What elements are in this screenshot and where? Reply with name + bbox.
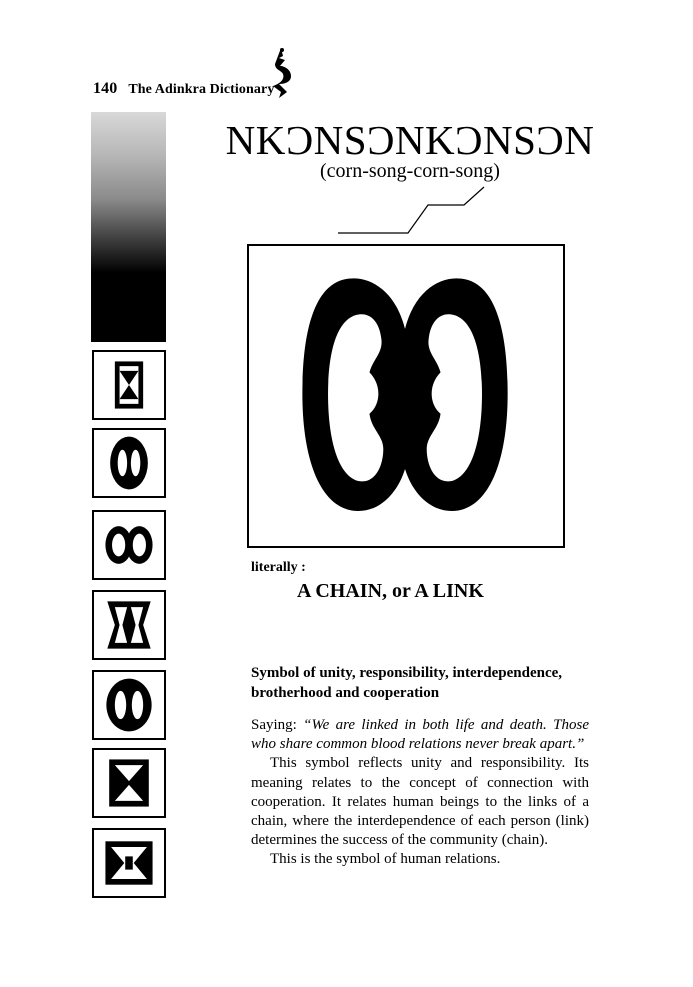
body-paragraph-1: This symbol reflects unity and responsibility. Its meaning relates to the concept of connection with cooperation. It relates human beings to the links of a chain, where the interdependence of each person (link) determines the success of the community (chain). <box>251 755 589 849</box>
thumbnail-symbol-3 <box>92 510 166 580</box>
saying-quote: “We are linked in both life and death. Those who share common blood relations never break apart.” <box>251 717 589 753</box>
entry-title: NKƆNSƆNKƆNSƆN <box>225 117 595 163</box>
thumbnail-symbol-5 <box>92 670 166 740</box>
chain-variant-2-icon <box>94 430 164 496</box>
page-number: 140 <box>93 80 118 97</box>
thumbnail-symbol-2 <box>92 428 166 498</box>
chain-variant-3-icon <box>94 512 164 578</box>
saying-label: Saying: <box>251 717 304 733</box>
pointer-line <box>330 185 490 237</box>
symbol-description: Symbol of unity, responsibility, interdependence, brotherhood and cooperation <box>251 665 563 701</box>
chain-variant-7-icon <box>94 830 164 896</box>
chain-link-symbol-icon <box>249 246 563 546</box>
thumbnail-symbol-7 <box>92 828 166 898</box>
chain-variant-6-icon <box>94 750 164 816</box>
chain-variant-1-icon <box>94 352 164 418</box>
body-paragraph-2: This is the symbol of human relations. <box>270 851 501 868</box>
thumbnail-symbol-1 <box>92 350 166 420</box>
page-header <box>93 80 274 98</box>
main-symbol-frame <box>247 244 565 548</box>
bird-logo-icon <box>265 44 305 100</box>
literal-meaning: A CHAIN, or A LINK <box>297 580 484 602</box>
chain-variant-5-icon <box>94 672 164 738</box>
literally-label: literally : <box>251 560 306 575</box>
entry-body <box>251 716 589 870</box>
entry-pronunciation: (corn-song-corn-song) <box>320 160 500 182</box>
chain-variant-4-icon <box>94 592 164 658</box>
sidebar-gradient-bar <box>91 112 166 342</box>
saying-paragraph <box>251 716 589 754</box>
thumbnail-symbol-4 <box>92 590 166 660</box>
thumbnail-symbol-6 <box>92 748 166 818</box>
book-title: The Adinkra Dictionary <box>128 82 275 97</box>
